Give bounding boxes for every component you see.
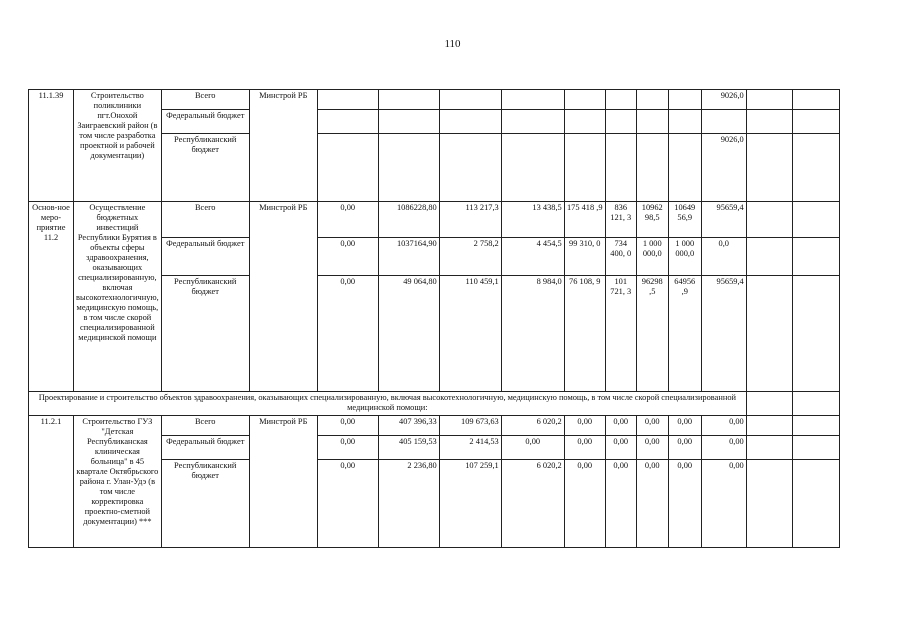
cell-value: 6 020,2 [501, 416, 564, 436]
cell-value: 0,00 [701, 416, 746, 436]
cell-value: 0,00 [317, 460, 378, 548]
cell-value: 0,00 [668, 436, 701, 460]
cell-value: 0,00 [605, 460, 636, 548]
cell-value: 405 159,53 [378, 436, 439, 460]
budget-table [28, 89, 840, 548]
table-row [29, 416, 840, 436]
cell-value: 0,00 [668, 416, 701, 436]
source-federal: Федеральный бюджет [161, 436, 249, 460]
row-code: 11.1.39 [29, 90, 74, 202]
cell-value: 109 673,63 [439, 416, 501, 436]
source-republican: Республиканский бюджет [161, 276, 249, 392]
row-code: Основ-ное меро-приятие 11.2 [29, 202, 74, 392]
cell-value: 4 454,5 [501, 238, 564, 276]
cell-value: 6 020,2 [501, 460, 564, 548]
cell-value: 101 721, 3 [605, 276, 636, 392]
cell-value: 64956 ,9 [668, 276, 701, 392]
table-row [29, 202, 840, 238]
cell-value: 0,00 [317, 416, 378, 436]
cell-value: 1 000 000,0 [636, 238, 668, 276]
cell-value: 107 259,1 [439, 460, 501, 548]
table-row [29, 392, 840, 416]
cell-value: 2 236,80 [378, 460, 439, 548]
cell-value: 0,00 [564, 460, 605, 548]
executor: Минстрой РБ [249, 90, 317, 202]
cell-value: 95659,4 [701, 276, 746, 392]
cell-value: 8 984,0 [501, 276, 564, 392]
cell-value: 0,00 [701, 436, 746, 460]
cell-value: 0,00 [564, 416, 605, 436]
executor: Минстрой РБ [249, 202, 317, 392]
cell-value: 0,00 [605, 416, 636, 436]
cell-value: 9026,0 [701, 90, 746, 110]
cell-value: 0,00 [668, 460, 701, 548]
cell-value: 0,00 [317, 436, 378, 460]
source-federal: Федеральный бюджет [161, 110, 249, 134]
cell-value: 49 064,80 [378, 276, 439, 392]
cell-value: 10649 56,9 [668, 202, 701, 238]
source-total: Всего [161, 416, 249, 436]
source-republican: Республиканский бюджет [161, 460, 249, 548]
cell-value: 0,00 [605, 436, 636, 460]
cell-value: 13 438,5 [501, 202, 564, 238]
row-name: Строительство ГУЗ "Детская Республиканская клиническая больница" в 45 квартале Октябрьского района г. Улан-Удэ (в том числе корректировка проектно-сметной документации) *** [74, 416, 162, 548]
cell-value: 76 108, 9 [564, 276, 605, 392]
cell-value: 9026,0 [701, 134, 746, 202]
page-number: 110 [444, 38, 461, 50]
cell-value: 1086228,80 [378, 202, 439, 238]
cell-value: 836 121, 3 [605, 202, 636, 238]
cell-value: 110 459,1 [439, 276, 501, 392]
cell-value: 0,0 [701, 238, 746, 276]
cell-value: 0,00 [564, 436, 605, 460]
cell-value: 113 217,3 [439, 202, 501, 238]
cell-value: 734 400, 0 [605, 238, 636, 276]
row-code: 11.2.1 [29, 416, 74, 548]
cell-value: 0,00 [701, 460, 746, 548]
row-name: Строительство поликлиники пгт.Онохой Заиграевский район (в том числе разработка проектной и рабочей документации) [74, 90, 162, 202]
cell-value: 10962 98,5 [636, 202, 668, 238]
cell-value: 0,00 [636, 436, 668, 460]
cell-value: 407 396,33 [378, 416, 439, 436]
source-total: Всего [161, 202, 249, 238]
cell-value: 96298 ,5 [636, 276, 668, 392]
cell-value: 0,00 [636, 416, 668, 436]
cell-value: 0,00 [317, 276, 378, 392]
cell-value: 2 758,2 [439, 238, 501, 276]
row-name: Осуществление бюджетных инвестиций Республики Бурятия в объекты сферы здравоохранения, оказывающих специализированную, включая высокотехнологичную, медицинскую помощь, в том числе скорой специализированной медицинской помощи [74, 202, 162, 392]
cell-value: 0,00 [317, 202, 378, 238]
cell-value: 1 000 000,0 [668, 238, 701, 276]
cell-value: 175 418 ,9 [564, 202, 605, 238]
source-federal: Федеральный бюджет [161, 238, 249, 276]
cell-value: 1037164,90 [378, 238, 439, 276]
source-republican: Республиканский бюджет [161, 134, 249, 202]
executor: Минстрой РБ [249, 416, 317, 548]
cell-value: 0,00 [501, 436, 564, 460]
table-row [29, 90, 840, 110]
cell-value: 95659,4 [701, 202, 746, 238]
section-title: Проектирование и строительство объектов здравоохранения, оказывающих специализированную, включая высокотехнологичную, медицинскую помощь, в том числе скорой специализированной медицинской помощи: [29, 392, 747, 416]
cell-value: 0,00 [317, 238, 378, 276]
cell-value: 0,00 [636, 460, 668, 548]
cell-value: 2 414,53 [439, 436, 501, 460]
source-total: Всего [161, 90, 249, 110]
cell-value: 99 310, 0 [564, 238, 605, 276]
